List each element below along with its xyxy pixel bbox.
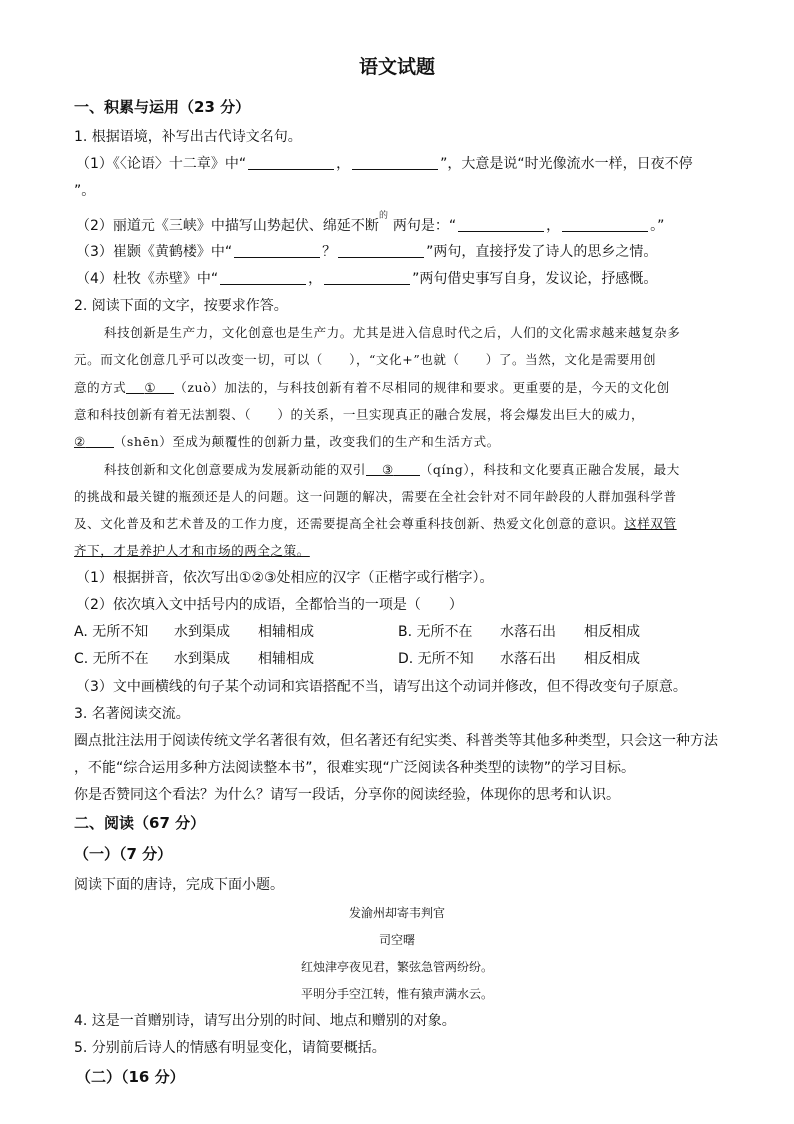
part2-heading: 二、阅读（67 分） — [74, 814, 206, 832]
q1-item1-text-b: ， — [336, 156, 351, 172]
q1-item2-text-b: 两句是：“ — [392, 218, 457, 234]
passage-line: 的挑战和最关键的瓶颈还是人的问题。这一问题的解决，需要在全社会针对不同年龄段的人群加强科学普 — [74, 489, 677, 504]
q3-line: 圈点批注法用于阅读传统文学名著很有效，但名著还有纪实类、科普类等其他多种类型，只会这一种方法 — [74, 733, 718, 749]
q2-sub3: （3）文中画横线的句子某个动词和宾语搭配不当，请写出这个动词并修改，但不得改变句子原意。 — [76, 679, 687, 695]
passage-text: 及、文化普及和艺术普及的工作力度，还需要提高全社会尊重科技创新、热爱文化创意的意识。 — [74, 516, 625, 531]
q3-line: 你是否赞同这个看法？为什么？请写一段话，分享你的阅读经验，体现你的思考和认识。 — [74, 787, 620, 803]
option-label: B. 无所不在 — [398, 624, 473, 640]
q1-stem: 1. 根据语境，补写出古代诗文名句。 — [74, 129, 302, 145]
blank-marker-1: ① — [144, 380, 157, 395]
q1-item4-text-a: （4）杜牧《赤壁》中“ — [76, 271, 219, 287]
passage-line — [74, 515, 677, 533]
passage-line — [74, 433, 500, 451]
passage-text: （qíng），科技和文化要真正融合发展，最大 — [419, 462, 680, 477]
poem-author: 司空曙 — [378, 933, 415, 947]
answer-blank[interactable] — [562, 217, 648, 232]
q1-item4-text-c: ”两句借史事写自身，发议论，抒感慨。 — [412, 271, 658, 287]
option-label: D. 无所不知 — [398, 651, 474, 667]
q2-sub1: （1）根据拼音，依次写出①②③处相应的汉字（正楷字或行楷字）。 — [76, 570, 494, 586]
option-word: 相辅相成 — [258, 651, 314, 667]
q1-item2-text-d: 。” — [650, 218, 665, 234]
option-word: 相反相成 — [584, 624, 640, 640]
q1-item1-text-c: ”，大意是说“时光像流水一样，日夜不停 — [440, 156, 693, 172]
q1-item1-end: ”。 — [74, 183, 96, 199]
part1-heading: 一、积累与运用（23 分） — [74, 98, 251, 116]
answer-blank[interactable] — [86, 433, 114, 448]
q1-item3 — [76, 243, 657, 261]
q1-item1-text-a: （1）《〈论语〉十二章》中“ — [76, 156, 247, 172]
poem-line: 平明分手空江转，惟有猿声满水云。 — [300, 987, 493, 1001]
passage-line: 元。而文化创意几乎可以改变一切，可以（ ），“文化+”也就（ ）了。当然，文化是需要用创 — [74, 352, 657, 367]
option-label: C. 无所不在 — [74, 651, 149, 667]
answer-blank[interactable] — [352, 155, 438, 170]
q1-item4 — [76, 270, 657, 288]
passage-text: 科技创新和文化创意要成为发展新动能的双引 — [104, 462, 367, 477]
answer-blank[interactable] — [234, 243, 320, 258]
answer-blank[interactable] — [156, 379, 174, 394]
answer-blank[interactable] — [248, 155, 334, 170]
answer-blank[interactable] — [458, 217, 544, 232]
option-word: 相反相成 — [584, 651, 640, 667]
q1-item2-text-c: ， — [546, 218, 561, 234]
passage-text: 意的方式 — [74, 380, 127, 395]
passage-line — [74, 379, 670, 397]
section1-heading: （一）（7 分） — [74, 845, 173, 863]
option-word: 水到渠成 — [174, 651, 230, 667]
q1-item3-text-b: ？ — [322, 244, 337, 260]
answer-blank[interactable] — [338, 243, 424, 258]
poem-title: 发渝州却寄韦判官 — [348, 906, 445, 920]
q1-item3-text-a: （3）崔颢《黄鹤楼》中“ — [76, 244, 233, 260]
q1-item2-text-a: （2）丽道元《三峡》中描写山势起伏、绵延不断 — [76, 218, 379, 234]
option-word: 水到渠成 — [174, 624, 230, 640]
q3-line: ，不能“综合运用多种方法阅读整本书”，很难实现“广泛阅读各种类型的读物”的学习目标。 — [74, 760, 636, 776]
page-title: 语文试题 — [358, 56, 435, 78]
passage-line — [104, 461, 680, 479]
poem-line: 红烛津亭夜见君，繁弦急管两纷纷。 — [300, 960, 493, 974]
option-word: 相辅相成 — [258, 624, 314, 640]
passage-line: 科技创新是生产力，文化创意也是生产力。尤其是进入信息时代之后，人们的文化需求越来越复杂多 — [104, 325, 681, 340]
passage-text: （shēn）至成为颠覆性的创新力量，改变我们的生产和生活方式。 — [113, 434, 500, 449]
q3-stem: 3. 名著阅读交流。 — [74, 706, 190, 722]
q1-item1 — [76, 155, 693, 173]
blank-marker-3: ③ — [382, 462, 394, 477]
q4-stem: 4. 这是一首赠别诗，请写出分别的时间、地点和赠别的对象。 — [74, 1013, 456, 1029]
q2-sub2: （2）依次填入文中括号内的成语，全都恰当的一项是（ ） — [76, 597, 463, 613]
q2-stem: 2. 阅读下面的文字，按要求作答。 — [74, 298, 288, 314]
q1-item3-text-c: ”两句，直接抒发了诗人的思乡之情。 — [426, 244, 658, 260]
underlined-sentence: 齐下，才是养护人才和市场的两全之策。 — [74, 543, 310, 558]
section2-heading: （二）（16 分） — [76, 1068, 185, 1086]
section1-intro: 阅读下面的唐诗，完成下面小题。 — [74, 877, 284, 893]
q5-stem: 5. 分别前后诗人的情感有明显变化，请简要概括。 — [74, 1040, 386, 1056]
answer-blank[interactable] — [220, 270, 306, 285]
blank-marker-2: ② — [74, 434, 86, 449]
underlined-sentence: 这样双管 — [624, 516, 677, 531]
option-label: A. 无所不知 — [74, 624, 149, 640]
ruby-annotation: 的 — [379, 211, 389, 221]
q1-item4-text-b: ， — [308, 271, 323, 287]
answer-blank[interactable] — [394, 461, 420, 476]
passage-text: （zuò）加法的，与科技创新有着不尽相同的规律和要求。更重要的是，今天的文化创 — [174, 380, 670, 395]
option-word: 水落石出 — [500, 624, 556, 640]
passage-line: 意和科技创新有着无法割裂、（ ）的关系，一旦实现真正的融合发展，将会爆发出巨大的威力， — [74, 407, 645, 422]
option-word: 水落石出 — [500, 651, 556, 667]
q1-item2 — [76, 217, 664, 235]
answer-blank[interactable] — [324, 270, 410, 285]
